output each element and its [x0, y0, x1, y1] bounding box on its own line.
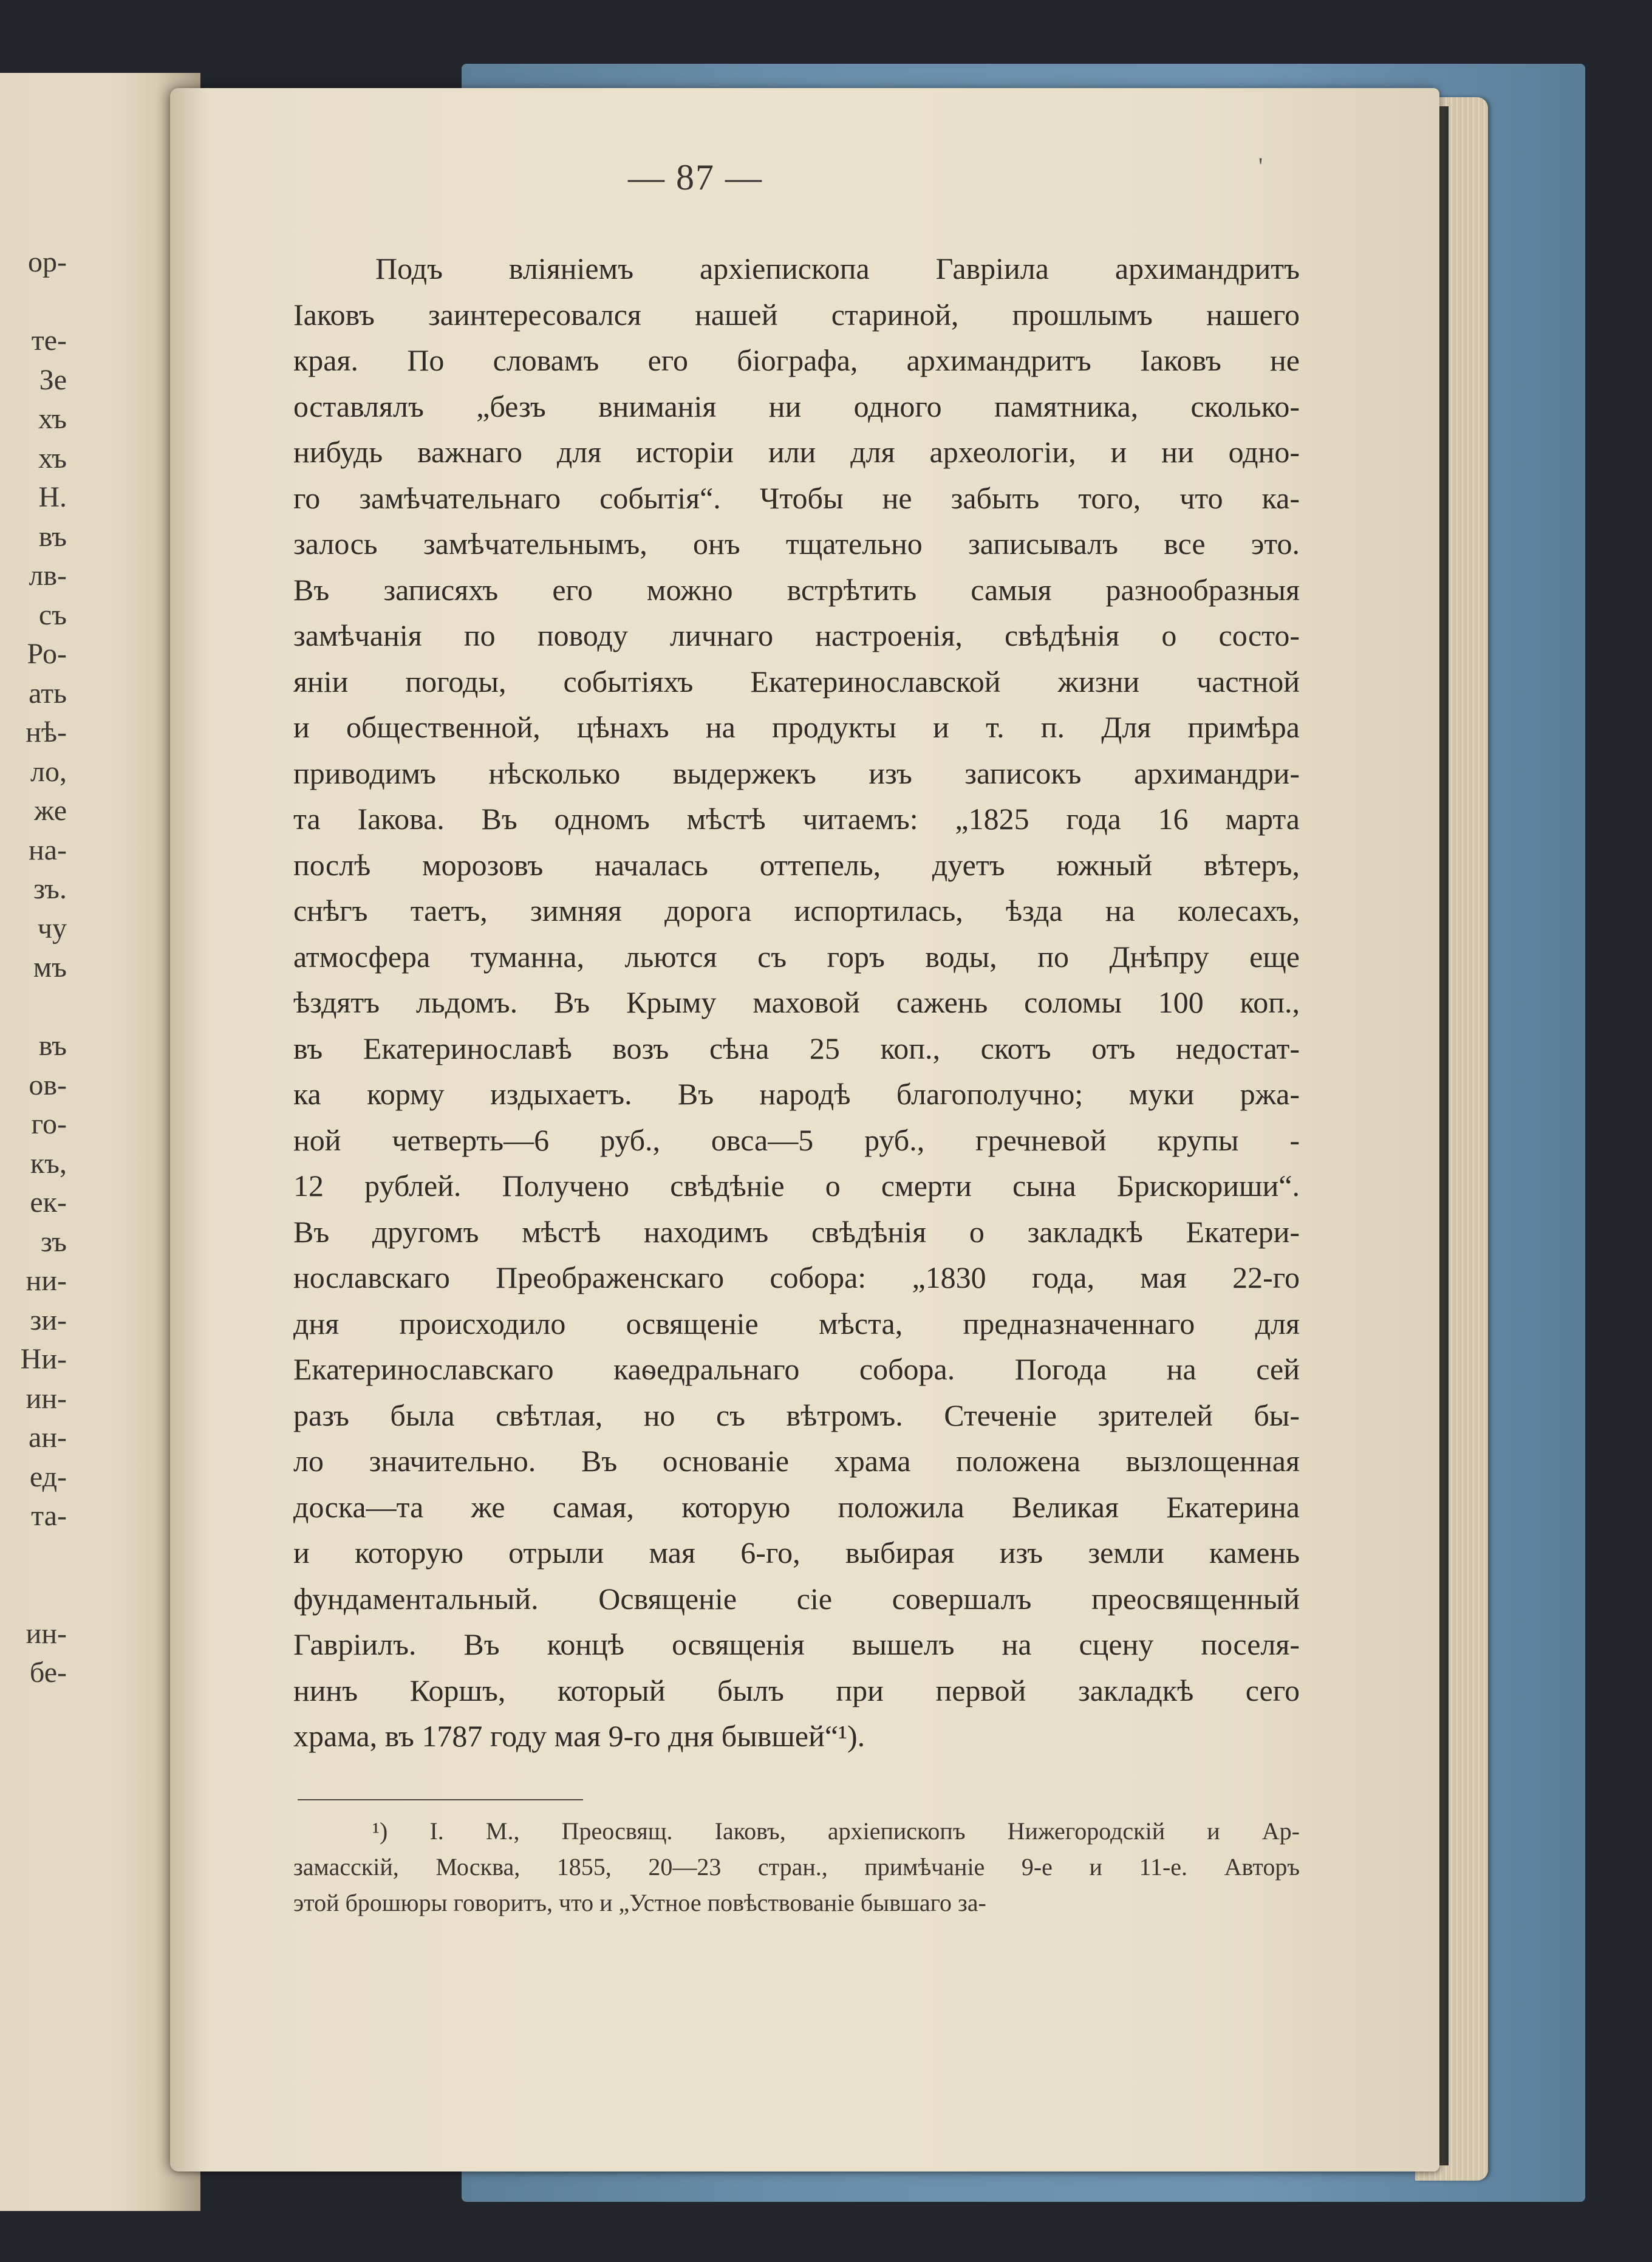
text-line: приводимъ нѣсколько выдержекъ изъ записокъ архимандри-: [293, 756, 1300, 790]
footnote-line: этой брошюры говоритъ, что и „Устное повѣствованіе бывшаго за-: [293, 1889, 986, 1916]
left-page-fragment: ать: [29, 677, 67, 709]
left-page-fragment: мъ: [33, 951, 67, 983]
text-line: замѣчанія по поводу личнаго настроенія, свѣдѣнія о состо-: [293, 618, 1300, 652]
left-page-fragment: чу: [37, 912, 67, 945]
text-line: го замѣчательнаго событія“. Чтобы не забыть того, что ка-: [293, 480, 1300, 515]
left-page-fragment: Н.: [38, 481, 67, 513]
text-line: Іаковъ заинтересовался нашей стариной, прошлымъ нашего: [293, 297, 1300, 332]
left-page-fragment: зъ.: [33, 873, 67, 905]
left-page-fragment: Ни-: [20, 1343, 67, 1375]
text-line: фундаментальный. Освященіе сіе совершалъ преосвященный: [293, 1581, 1300, 1616]
left-page-fragment: бе-: [29, 1656, 67, 1689]
left-page-fragment: къ,: [30, 1147, 67, 1180]
left-page-fragment: въ: [38, 1030, 67, 1062]
footnote-line: ¹) І. М., Преосвящ. Іаковъ, архіепископъ Нижегородскій и Ар-: [372, 1817, 1300, 1845]
left-page-text-fragments: [0, 243, 67, 1693]
left-page-fragment: ло,: [30, 755, 67, 788]
text-line: снѣгъ таетъ, зимняя дорога испортилась, ѣзда на колесахъ,: [293, 894, 1300, 928]
text-line: Подъ вліяніемъ архіепископа Гавріила архимандритъ: [375, 251, 1300, 285]
body-paragraph: [293, 246, 1300, 1760]
left-page-fragment: ор-: [28, 246, 67, 278]
text-line: Гавріилъ. Въ концѣ освященія вышелъ на сцену поселя-: [293, 1627, 1300, 1661]
left-page-fragment: ин-: [26, 1382, 67, 1415]
left-page-fragment: хъ: [38, 442, 67, 474]
text-line: края. По словамъ его біографа, архимандритъ Іаковъ не: [293, 343, 1300, 377]
left-page-fragment: го-: [31, 1108, 67, 1140]
left-page-fragment: хъ: [38, 403, 67, 435]
left-page-fragment: зи-: [30, 1304, 67, 1336]
text-line: Въ записяхъ его можно встрѣтить самыя разнообразныя: [293, 572, 1300, 607]
text-line: ной четверть—6 руб., овса—5 руб., гречневой крупы -: [293, 1122, 1300, 1157]
ink-mark: ': [1258, 152, 1263, 180]
page-number: — 87 —: [628, 157, 763, 197]
text-line: ѣздятъ льдомъ. Въ Крыму маховой сажень соломы 100 коп.,: [293, 985, 1300, 1019]
text-line: ло значительно. Въ основаніе храма положена вызлощенная: [293, 1444, 1300, 1478]
text-line: ка корму издыхаетъ. Въ народѣ благополучно; муки ржа-: [293, 1077, 1300, 1111]
left-page-fragment: Зе: [39, 363, 67, 396]
text-line: разъ была свѣтлая, но съ вѣтромъ. Стеченіе зрителей бы-: [293, 1398, 1300, 1432]
left-page-fragment: зъ: [41, 1225, 67, 1258]
left-page-fragment: [0, 988, 67, 1027]
left-page-fragment: Ро-: [27, 638, 67, 670]
left-page-fragment: же: [34, 794, 67, 827]
left-page-fragment: съ: [38, 598, 67, 631]
footnote: [293, 1813, 1300, 1921]
text-line: Екатеринославскаго каѳедральнаго собора. Погода на сей: [293, 1352, 1300, 1386]
left-page-fragment: въ: [38, 520, 67, 553]
footnote-line: замасскій, Москва, 1855, 20—23 стран., примѣчаніе 9-е и 11-е. Авторъ: [293, 1853, 1300, 1881]
left-page-fragment: та-: [31, 1500, 67, 1532]
text-line: 12 рублей. Получено свѣдѣніе о смерти сына Брискориши“.: [293, 1169, 1300, 1203]
left-page-fragment: лв-: [29, 559, 67, 592]
text-line: Въ другомъ мѣстѣ находимъ свѣдѣнія о закладкѣ Екатери-: [293, 1214, 1300, 1249]
text-line: храма, въ 1787 году мая 9-го дня бывшей“¹).: [293, 1719, 865, 1753]
text-line: залось замѣчательнымъ, онъ тщательно записывалъ все это.: [293, 527, 1300, 561]
left-page-fragment: нѣ-: [26, 716, 67, 748]
text-line: дня происходило освященіе мѣста, предназначеннаго для: [293, 1306, 1300, 1341]
text-line: яніи погоды, событіяхъ Екатеринославской жизни частной: [293, 664, 1300, 699]
left-page-fragment: на-: [29, 833, 67, 866]
text-line: та Іакова. Въ одномъ мѣстѣ читаемъ: „1825 года 16 марта: [293, 802, 1300, 836]
footnote-divider: [298, 1799, 583, 1800]
text-line: нибудь важнаго для исторіи или для археологіи, и ни одно-: [293, 435, 1300, 469]
text-line: доска—та же самая, которую положила Великая Екатерина: [293, 1489, 1300, 1524]
text-line: и общественной, цѣнахъ на продукты и т. п. Для примѣра: [293, 710, 1300, 744]
left-page-fragment: ов-: [29, 1068, 67, 1101]
text-line: послѣ морозовъ началась оттепель, дуетъ южный вѣтеръ,: [293, 847, 1300, 882]
left-page-fragment: [0, 1575, 67, 1614]
left-page-fragment: ни-: [26, 1265, 67, 1297]
left-page-fragment: те-: [31, 324, 67, 357]
text-line: оставлялъ „безъ вниманія ни одного памятника, сколько-: [293, 389, 1300, 423]
text-line: нинъ Коршъ, который былъ при первой закладкѣ сего: [293, 1673, 1300, 1707]
left-page-fragment: ек-: [30, 1186, 67, 1218]
text-line: нославскаго Преображенскаго собора: „1830 года, мая 22-го: [293, 1260, 1300, 1294]
text-line: и которую отрыли мая 6-го, выбирая изъ земли камень: [293, 1536, 1300, 1570]
left-page-fragment: [0, 282, 67, 322]
text-line: атмосфера туманна, льются съ горъ воды, по Днѣпру еще: [293, 939, 1300, 974]
text-line: въ Екатеринославѣ возъ сѣна 25 коп., скотъ отъ недостат-: [293, 1031, 1300, 1065]
left-page-fragment: ин-: [26, 1617, 67, 1650]
left-page-fragment: ан-: [29, 1421, 67, 1454]
left-page-fragment: ед-: [29, 1460, 67, 1493]
left-page-fragment: [0, 1536, 67, 1576]
